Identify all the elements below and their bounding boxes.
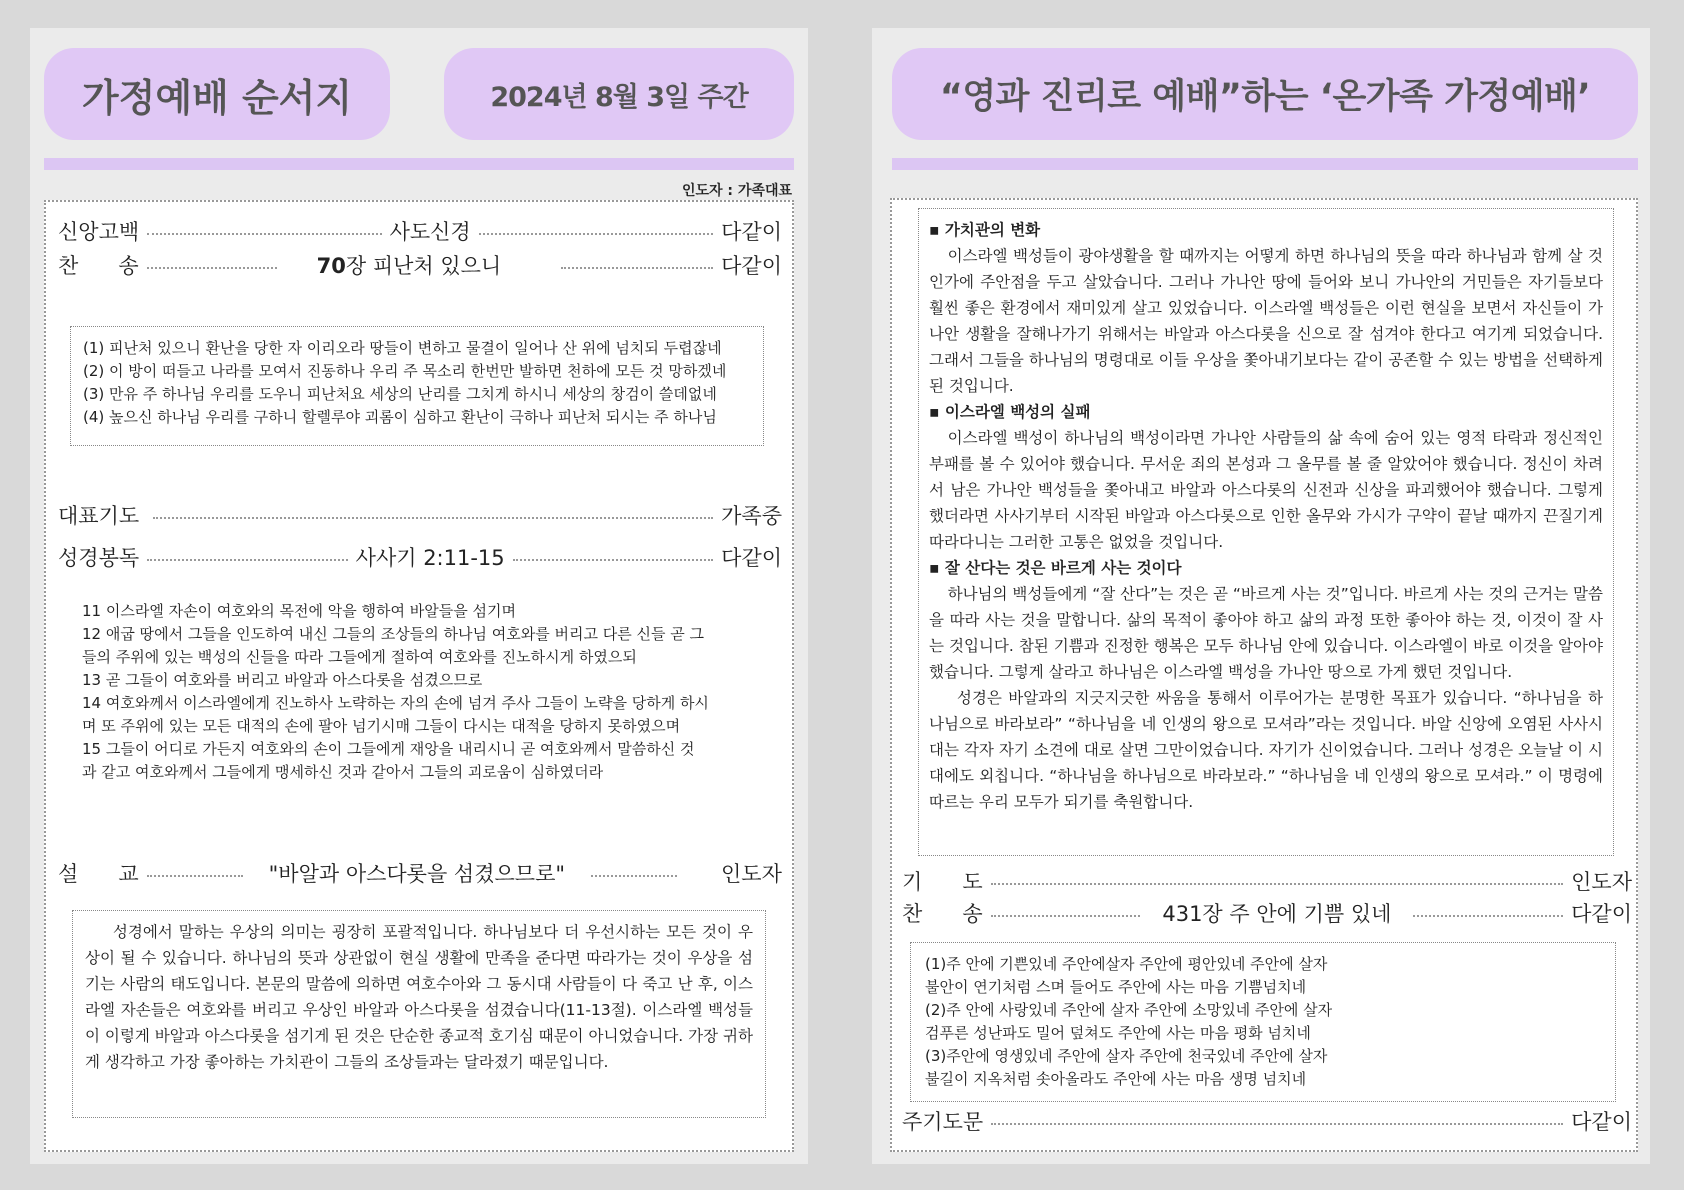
lyric-line: (3)주안에 영생있네 주안에 살자 주안에 천국있네 주안에 살자: [925, 1047, 1328, 1065]
lords-prayer-row: [902, 1106, 1632, 1136]
verse-line: 12 애굽 땅에서 그들을 인도하여 내신 그들의 조상들의 하나님 여호와를 버리고 다른 신들 곧 그: [82, 625, 704, 643]
section-text: 이스라엘 백성들이 광야생활을 할 때까지는 어떻게 하면 하나님의 뜻을 따라 하나님과 함께 살 것인가에 주안점을 두고 살았습니다. 그러나 가나안 땅에 들어와 보니 가나안의 거민들은 자기들보다 훨씬 좋은 환경에서 재미있게 살고 있었습니다. 이스라엘 백성들은 이런 현실을 보면서 자신들이 가나안 생활을 잘해나가기 위해서는 바알과 아스다롯을 신으로 잘 섬겨야 한다고 여기게 되었습니다. 그래서 그들을 하나님의 명령대로 이들 우상을 쫓아내기보다는 같이 공존할 수 있는 방법을 선택하게 된 것입니다.: [929, 247, 1603, 395]
section-heading: ▪ 이스라엘 백성의 실패: [929, 403, 1091, 421]
hymn-lyrics-box: [70, 326, 764, 446]
scripture-text: [82, 600, 762, 784]
verse-line: 13 곧 그들이 여호와를 버리고 바알과 아스다롯을 섬겼으므로: [82, 671, 483, 689]
hymn-who: 다같이: [721, 254, 782, 278]
verse-line: 11 이스라엘 자손이 여호와의 목전에 악을 행하여 바알들을 섬기며: [82, 602, 516, 620]
right-title-banner: [892, 48, 1638, 140]
lords-prayer-label: 주기도문: [902, 1110, 984, 1134]
left-title-banner: [44, 48, 390, 140]
dotted-leader: [147, 233, 381, 235]
dotted-leader: [147, 267, 277, 269]
date-label: 2024년 8월 3일 주간: [490, 81, 748, 113]
verse-line: 들의 주위에 있는 백성의 신들을 따라 그들에게 절하여 여호와를 진노하시게 하였으되: [82, 648, 637, 666]
closing-hymn-lyrics-box: [910, 942, 1616, 1102]
dotted-leader: [153, 517, 713, 519]
dotted-leader: [147, 559, 348, 561]
sermon-row: [58, 858, 782, 888]
scripture-reference: 사사기 2:11-15: [355, 546, 505, 570]
sermon-text: 성경에서 말하는 우상의 의미는 굉장히 포괄적입니다. 하나님보다 더 우선시하는 모든 것이 우상이 될 수 있습니다. 하나님의 뜻과 상관없이 현실 생활에 만족을 준다면 따라가는 것이 우상을 섬기는 사람의 태도입니다. 본문의 말씀에 의하면 여호수아와 그 동시대 사람들이 다 죽고 난 후, 이스라엘 자손들은 여호와를 버리고 우상인 바알과 아스다롯을 섬겼습니다(11-13절). 이스라엘 백성들이 이렇게 바알과 아스다롯을 섬기게 된 것은 단순한 종교적 호기심 때문이 아니었습니다. 가장 귀하게 생각하고 가장 좋아하는 가치관이 그들의 조상들과는 달라졌기 때문입니다.: [85, 923, 753, 1071]
sermon-box: [72, 910, 766, 1118]
closing-hymn-row: [902, 898, 1632, 928]
verse-line: 15 그들이 어디로 가든지 여호와의 손이 그들에게 재앙을 내리시니 곧 여호와께서 말씀하신 것: [82, 740, 695, 758]
lyric-line: 검푸른 성난파도 밀어 덮쳐도 주안에 사는 마음 평화 넘치네: [925, 1024, 1311, 1042]
hymn-number: 70: [316, 254, 346, 278]
lyric-line: 불길이 지옥처럼 솟아올라도 주안에 사는 마음 생명 넘치네: [925, 1070, 1307, 1088]
lyric-line: (4) 높으신 하나님 우리를 구하니 할렐루야 괴롬이 심하고 환난이 극하나 피난처 되시는 주 하나님: [83, 408, 717, 426]
left-content-panel: [44, 200, 794, 1152]
left-divider-bar: [44, 158, 794, 170]
dotted-leader: [991, 1123, 1563, 1125]
closing-hymn-label: 찬 송: [902, 902, 983, 926]
dotted-leader: [147, 875, 243, 877]
section-text: 하나님의 백성들에게 “잘 산다”는 것은 곧 “바르게 사는 것”입니다. 바르게 사는 것의 근거는 말씀을 따라 사는 것을 말합니다. 삶의 목적이 좋아야 하고 삶의 과정 또한 좋아야 하는 것, 이것이 잘 사는 것입니다. 참된 기쁨과 진정한 행복은 모두 하나님 안에 있습니다. 이스라엘이 바로 이것을 알아야 했습니다. 그렇게 살라고 하나님은 이스라엘 백성을 가나안 땅으로 가게 했던 것입니다.: [929, 585, 1603, 681]
dotted-leader: [991, 883, 1564, 885]
right-page: [872, 28, 1650, 1164]
hymn-label: 찬 송: [58, 254, 139, 278]
closing-prayer-label: 기 도: [902, 870, 983, 894]
closing-prayer-who: 인도자: [1571, 870, 1632, 894]
scripture-label: 성경봉독: [58, 546, 140, 570]
lyric-line: (3) 만유 주 하나님 우리를 도우니 피난처요 세상의 난리를 그치게 하시니 세상의 창검이 쓸데없네: [83, 385, 717, 403]
dotted-leader: [479, 233, 713, 235]
left-title: 가정예배 순서지: [81, 75, 353, 120]
date-banner: [444, 48, 794, 140]
lyric-line: 불안이 연기처럼 스며 들어도 주안에 사는 마음 기쁨넘치네: [925, 978, 1307, 996]
section-heading: ▪ 잘 산다는 것은 바르게 사는 것이다: [929, 559, 1182, 577]
section-1: [929, 217, 1603, 399]
verse-line: 과 같고 여호와께서 그들에게 맹세하신 것과 같아서 그들의 괴로움이 심하였더라: [82, 763, 604, 781]
dotted-leader: [991, 915, 1141, 917]
dotted-leader: [1413, 915, 1563, 917]
lyric-line: (2) 이 방이 떠들고 나라를 모여서 진동하나 우리 주 목소리 한번만 발하면 천하에 모든 것 망하겠네: [83, 362, 727, 380]
right-content-panel: [890, 198, 1638, 1152]
hymn-row: [58, 250, 782, 280]
lyric-line: (2)주 안에 사랑있네 주안에 살자 주안에 소망있네 주안에 살자: [925, 1001, 1333, 1019]
section-heading: ▪ 가치관의 변화: [929, 221, 1041, 239]
sermon-label: 설 교: [58, 862, 139, 886]
dotted-leader: [513, 559, 714, 561]
lords-prayer-who: 다같이: [1571, 1110, 1632, 1134]
creed-row: [58, 216, 782, 246]
closing-prayer-row: [902, 866, 1632, 896]
verse-line: 14 여호와께서 이스라엘에게 진노하사 노략하는 자의 손에 넘겨 주사 그들이 노략을 당하게 하시: [82, 694, 709, 712]
section-2: [929, 399, 1603, 555]
creed-item: 사도신경: [389, 220, 471, 244]
lyric-line: (1)주 안에 기쁜있네 주안에살자 주안에 평안있네 주안에 살자: [925, 955, 1328, 973]
hymn-item: [317, 250, 502, 280]
right-title: “영과 진리로 예배”하는 ‘온가족 가정예배’: [939, 77, 1591, 117]
commentary-box: [918, 208, 1614, 856]
verse-line: 며 또 주위에 있는 모든 대적의 손에 팔아 넘기시매 그들이 다시는 대적을 당하지 못하였으며: [82, 717, 681, 735]
scripture-row: [58, 542, 782, 572]
closing-hymn-title: 431장 주 안에 기쁨 있네: [1162, 902, 1392, 926]
creed-label: 신앙고백: [58, 220, 140, 244]
sermon-who: 인도자: [721, 862, 782, 886]
section-3: [929, 555, 1603, 815]
leader-note: 인도자 : 가족대표: [681, 183, 792, 199]
lyric-line: (1) 피난처 있으니 환난을 당한 자 이리오라 땅들이 변하고 물결이 일어나 산 위에 넘치되 두렵잖네: [83, 339, 722, 357]
prayer-row: [58, 500, 782, 530]
section-text: 이스라엘 백성이 하나님의 백성이라면 가나안 사람들의 삶 속에 숨어 있는 영적 타락과 정신적인 부패를 볼 수 있어야 했습니다. 무서운 죄의 본성과 그 올무를 볼 줄 알았어야 했습니다. 정신이 차려서 남은 가나안 백성들을 쫓아내고 바알과 아스다롯의 신전과 신상을 파괴했어야 했습니다. 그렇게 했더라면 사사기부터 시작된 바알과 아스다롯으로 인한 올무와 가시가 구약이 끝날 때까지 끈질기게 따라다니는 그러한 고통은 없었을 것입니다.: [929, 429, 1603, 551]
dotted-leader: [561, 267, 713, 269]
hymn-title: 장 피난처 있으니: [345, 254, 502, 278]
section-text-continued: 성경은 바알과의 지긋지긋한 싸움을 통해서 이루어가는 분명한 목표가 있습니다. “하나님을 하나님으로 바라보라” “하나님을 네 인생의 왕으로 모셔라”라는 것입니다. 바알 신앙에 오염된 사사시대는 각자 자기 소견에 대로 살면 그만이었습니다. 자기가 신이었습니다. 그러나 성경은 오늘날 이 시대에도 외칩니다. “하나님을 하나님으로 바라보라.” “하나님을 네 인생의 왕으로 모셔라.” 이 명령에 따르는 우리 모두가 되기를 축원합니다.: [929, 689, 1603, 811]
prayer-who: 가족중: [721, 504, 782, 528]
prayer-label: 대표기도: [58, 504, 140, 528]
right-divider-bar: [892, 158, 1638, 170]
dotted-leader: [591, 875, 677, 877]
scripture-who: 다같이: [721, 546, 783, 570]
closing-hymn-who: 다같이: [1571, 902, 1632, 926]
left-page: [30, 28, 808, 1164]
sermon-title: "바알과 아스다롯을 섬겼으므로": [268, 862, 566, 886]
creed-who: 다같이: [721, 220, 783, 244]
